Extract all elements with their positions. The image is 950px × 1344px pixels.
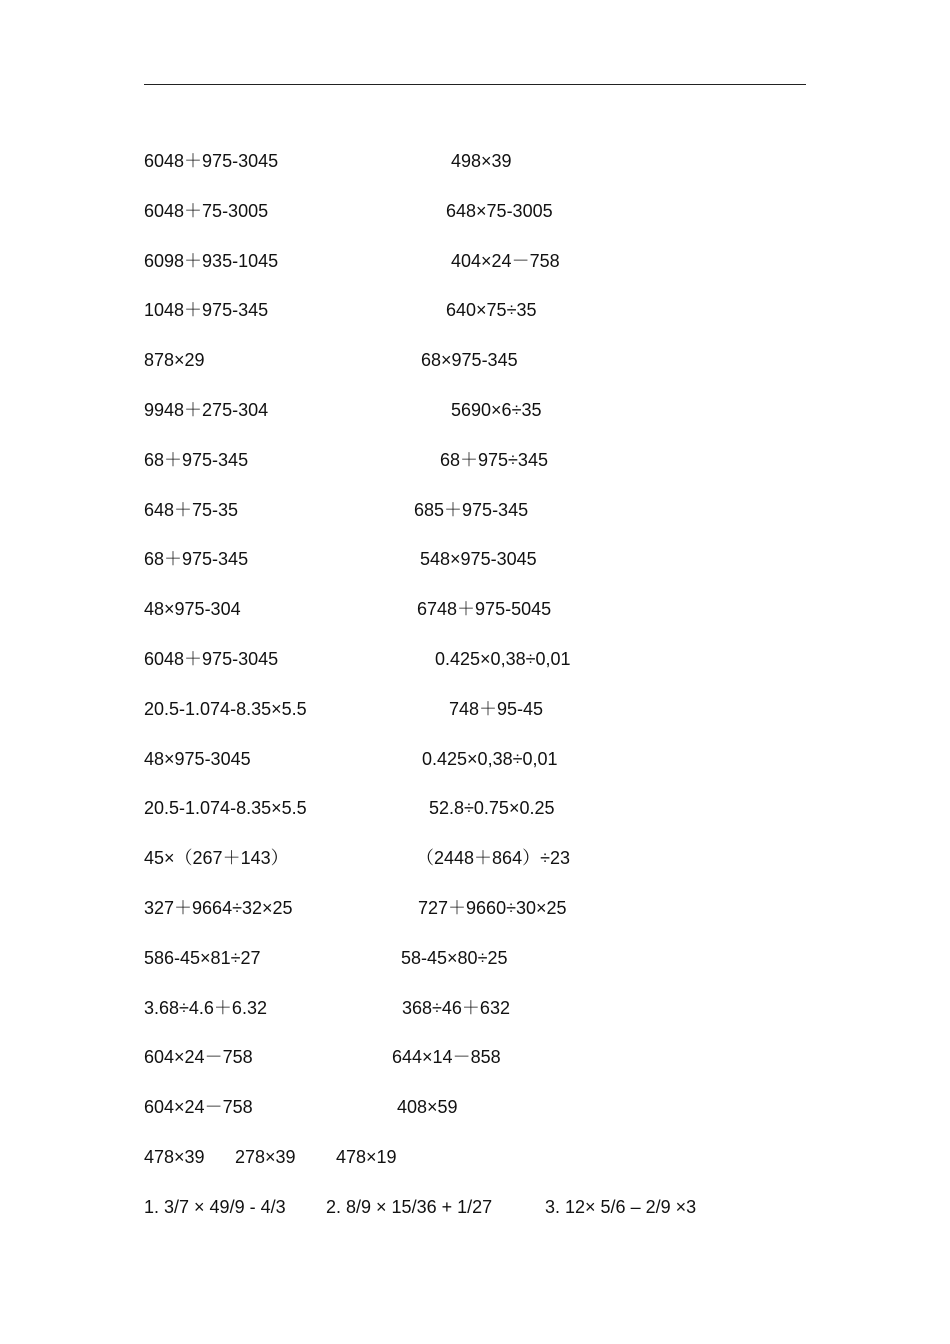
exercise-right: 640×75÷35 <box>446 300 537 321</box>
exercise-left: 68＋975-345 <box>144 449 249 470</box>
exercise-left: 878×29 <box>144 350 205 371</box>
exercise-right: 68＋975÷345 <box>440 449 548 470</box>
exercise-row <box>144 498 844 548</box>
exercise-row <box>144 1045 844 1095</box>
exercise-right: 368÷46＋632 <box>402 997 510 1018</box>
exercise-right: 408×59 <box>397 1097 458 1118</box>
exercise-right: 68×975-345 <box>421 350 518 371</box>
exercise-row <box>144 747 844 797</box>
exercise-row <box>144 448 844 498</box>
exercise-row <box>144 398 844 448</box>
exercise-left: 68＋975-345 <box>144 549 249 570</box>
exercise-row <box>144 547 844 597</box>
exercise-row-numbered <box>144 1195 844 1245</box>
exercise-right: 748＋95-45 <box>449 698 544 719</box>
exercise-left: 3.68÷4.6＋6.32 <box>144 997 267 1018</box>
numbered-exercise: 1. 3/7 × 49/9 - 4/3 <box>144 1196 286 1217</box>
exercise-list <box>144 149 844 1245</box>
exercise-row <box>144 647 844 697</box>
exercise-left: 6048＋975-3045 <box>144 151 279 171</box>
exercise-left: 48×975-3045 <box>144 748 251 769</box>
exercise-row <box>144 249 844 299</box>
exercise-item: 278×39 <box>235 1146 296 1167</box>
numbered-exercise: 2. 8/9 × 15/36 + 1/27 <box>326 1196 493 1217</box>
exercise-row <box>144 796 844 846</box>
exercise-right: 648×75-3005 <box>446 200 553 221</box>
exercise-left: 586-45×81÷27 <box>144 947 261 968</box>
numbered-exercise: 3. 12× 5/6 – 2/9 ×3 <box>545 1196 697 1217</box>
exercise-row <box>144 697 844 747</box>
exercise-row <box>144 149 844 199</box>
exercise-left: 48×975-304 <box>144 599 241 620</box>
exercise-right: 0.425×0,38÷0,01 <box>435 648 571 669</box>
exercise-left: 327＋9664÷32×25 <box>144 897 293 918</box>
exercise-left: 9948＋275-304 <box>144 399 269 420</box>
exercise-left: 6098＋935-1045 <box>144 250 279 271</box>
exercise-left: 604×24－758 <box>144 1097 253 1118</box>
exercise-left: 604×24－758 <box>144 1047 253 1068</box>
exercise-row <box>144 348 844 398</box>
exercise-left: 648＋75-35 <box>144 499 239 520</box>
exercise-left: 6048＋75-3005 <box>144 200 269 221</box>
exercise-item: 478×39 <box>144 1146 205 1167</box>
exercise-right: 5690×6÷35 <box>451 399 542 420</box>
exercise-right: 727＋9660÷30×25 <box>418 897 567 918</box>
exercise-right: 685＋975-345 <box>414 499 529 520</box>
header-divider <box>144 84 806 85</box>
exercise-right: 6748＋975-5045 <box>417 599 552 620</box>
exercise-row <box>144 298 844 348</box>
exercise-row <box>144 896 844 946</box>
exercise-left: 20.5-1.074-8.35×5.5 <box>144 698 307 719</box>
exercise-row <box>144 597 844 647</box>
exercise-right: 498×39 <box>451 151 512 171</box>
exercise-left: 1048＋975-345 <box>144 300 269 321</box>
exercise-left: 20.5-1.074-8.35×5.5 <box>144 798 307 819</box>
exercise-left: 6048＋975-3045 <box>144 648 279 669</box>
exercise-row <box>144 946 844 996</box>
exercise-row <box>144 996 844 1046</box>
exercise-row <box>144 199 844 249</box>
exercise-right: 52.8÷0.75×0.25 <box>429 798 555 819</box>
exercise-item: 478×19 <box>336 1146 397 1167</box>
exercise-row <box>144 846 844 896</box>
exercise-right: 644×14－858 <box>392 1047 501 1068</box>
exercise-row <box>144 1095 844 1145</box>
exercise-right: 548×975-3045 <box>420 549 537 570</box>
exercise-left: 45×（267＋143） <box>144 848 289 869</box>
exercise-right: 58-45×80÷25 <box>401 947 508 968</box>
exercise-right: 0.425×0,38÷0,01 <box>422 748 558 769</box>
exercise-row-triple <box>144 1145 844 1195</box>
exercise-right: （2448＋864）÷23 <box>416 848 570 869</box>
exercise-right: 404×24－758 <box>451 250 560 271</box>
